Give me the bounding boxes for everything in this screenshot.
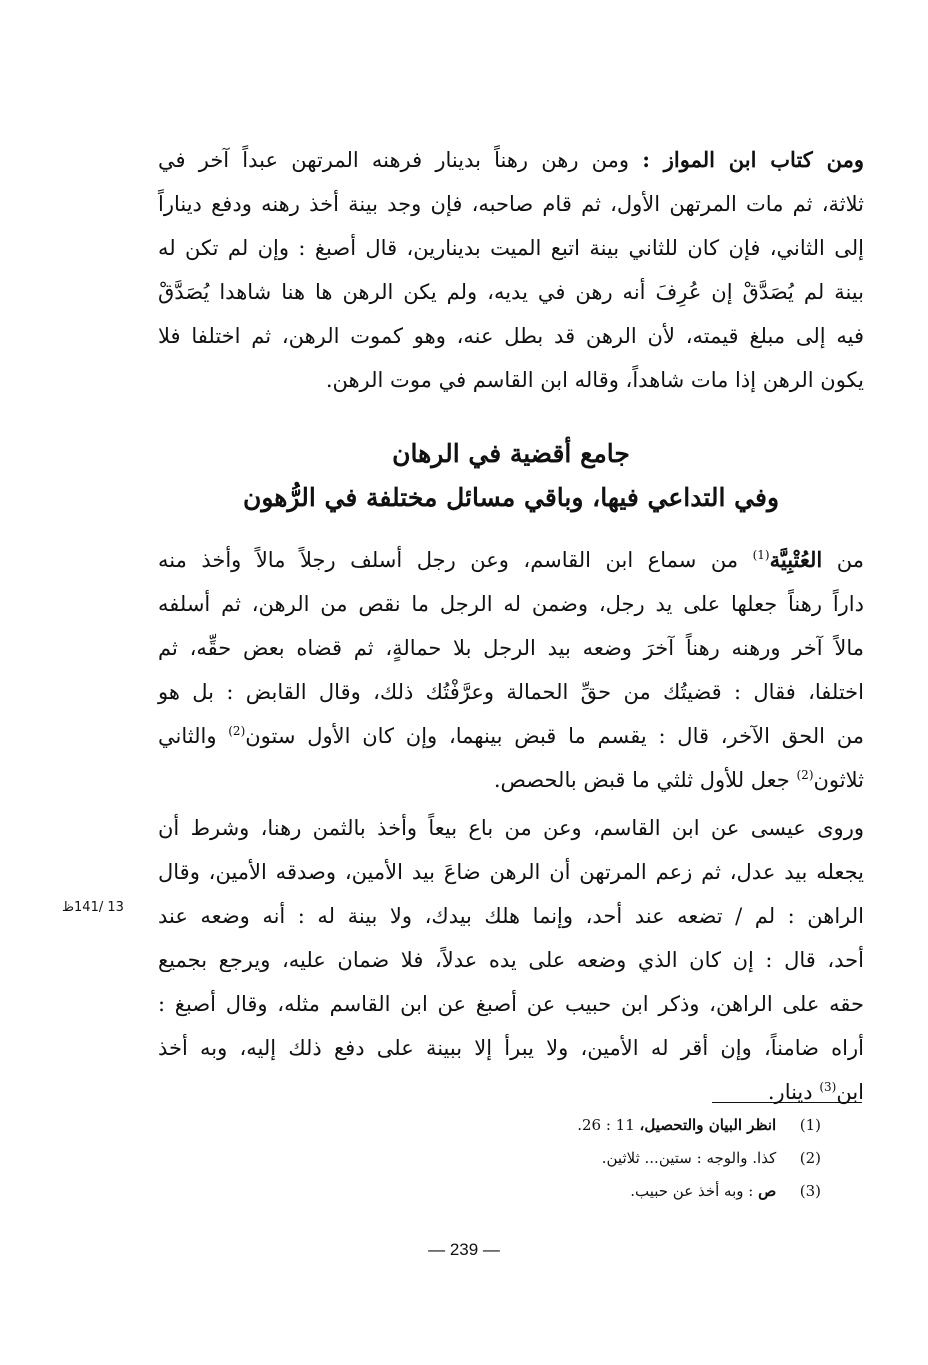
text-line: مالاً آخر ورهنه رهناً آخرَ وضعه بيد الرجل بلا حمالةٍ، ثم قضاه بعض حقِّه، ثم [158,636,864,660]
text-line: اختلفا، فقال : قضيتُك من حقِّ الحمالة وعرَّفْتُك ذلك، وقال القابض : بل هو [158,680,864,704]
page-number: — 239 — [428,1240,500,1259]
text-line: ومن كتاب ابن المواز : ومن رهن رهناً بدينار فرهنه المرتهن عبداً آخر في [158,147,864,172]
footnote-number: (2) [799,1149,821,1167]
text-line: بينة لم يُصَدَّقْ إن عُرِفَ أنه رهن في يديه، ولم يكن الرهن ها هنا شاهدا يُصَدَّقْ [158,280,864,304]
text-line: الراهن : لم / تضعه عند أحد، وإنما هلك بيدك، ولا بينة له : أنه وضعه عند [158,904,864,928]
footnote-ref[interactable]: (1) [752,548,770,562]
text-line: إلى الثاني، فإن كان للثاني بينة اتبع الميت بدينارين، قال أصبغ : وإن لم تكن له [158,236,864,260]
text-line: ثلاثة، ثم مات المرتهن الأول، ثم قام صاحبه، فإن وجد بينة أخذ رهنه ودفع ديناراً [158,192,864,216]
section-heading-line-1: جامع أقضية في الرهان [392,439,630,468]
footnote-ref[interactable]: (2) [228,724,246,738]
footnote-ref[interactable]: (3) [819,1080,837,1094]
paragraph-1 [158,138,864,402]
text-line: من الحق الآخر، قال : يقسم ما قبض بينهما، وإن كان الأول ستون$^{(2)}$ والثاني [158,724,864,748]
text-line: أراه ضامناً، وإن أقر له الأمين، ولا يبرأ إلا ببينة على دفع ذلك إليه، وبه أخذ [158,1036,864,1060]
paragraph-2 [158,538,864,802]
source-title: ومن كتاب ابن المواز : [642,147,864,172]
paragraph-3 [158,806,864,1114]
text-line: ابن$^{(3)}$ دينار. [767,1080,864,1104]
footnote-ref[interactable]: (2) [796,768,814,782]
text-line: حقه على الراهن، وذكر ابن حبيب عن أصبغ عن ابن القاسم مثله، وقال أصبغ : [158,992,864,1016]
text-line: يجعله بيد عدل، ثم زعم المرتهن أن الرهن ضاعَ بيد الأمين، وصدقه الأمين، وقال [158,860,864,884]
section-heading-line-2: وفي التداعي فيها، وباقي مسائل مختلفة في الرُّهون [242,483,780,512]
manuscript-folio-note: 13 /141ظ [62,900,124,915]
source-title: العُتْبِيَّة [769,547,823,572]
footnote-number: (3) [799,1182,821,1200]
footnote-1: (1) انظر البيان والتحصيل، 11 : 26. [577,1116,821,1134]
text-line: أحد، قال : إن كان الذي وضعه على يده عدلاً، فلا ضمان عليه، ويرجع بجميع [158,948,864,972]
footnote-3: (3) ص : وبه أخذ عن حبيب. [630,1182,821,1200]
footnote-divider [712,1102,862,1103]
footnote-number: (1) [799,1116,821,1134]
text-line: داراً رهناً جعلها على يد رجل، وضمن له الرجل ما نقص من الرهن، ثم أسلفه [158,592,864,616]
text-line: ثلاثون$^{(2)}$ جعل للأول ثلثي ما قبض بالحصص. [493,768,864,792]
text-line: من العُتْبِيَّة$^{(1)}$ من سماع ابن القاسم، وعن رجل أسلف رجلاً مالاً وأخذ منه [158,547,864,572]
text-line: يكون الرهن إذا مات شاهداً، وقاله ابن القاسم في موت الرهن. [325,368,864,392]
text-line: فيه إلى مبلغ قيمته، لأن الرهن قد بطل عنه، وهو كموت الرهن، ثم اختلفا فلا [158,324,864,348]
footnote-2: (2) كذا. والوجه : ستين... ثلاثين. [601,1149,821,1167]
text-line: وروى عيسى عن ابن القاسم، وعن من باع بيعاً وأخذ بالثمن رهنا، وشرط أن [158,816,864,840]
